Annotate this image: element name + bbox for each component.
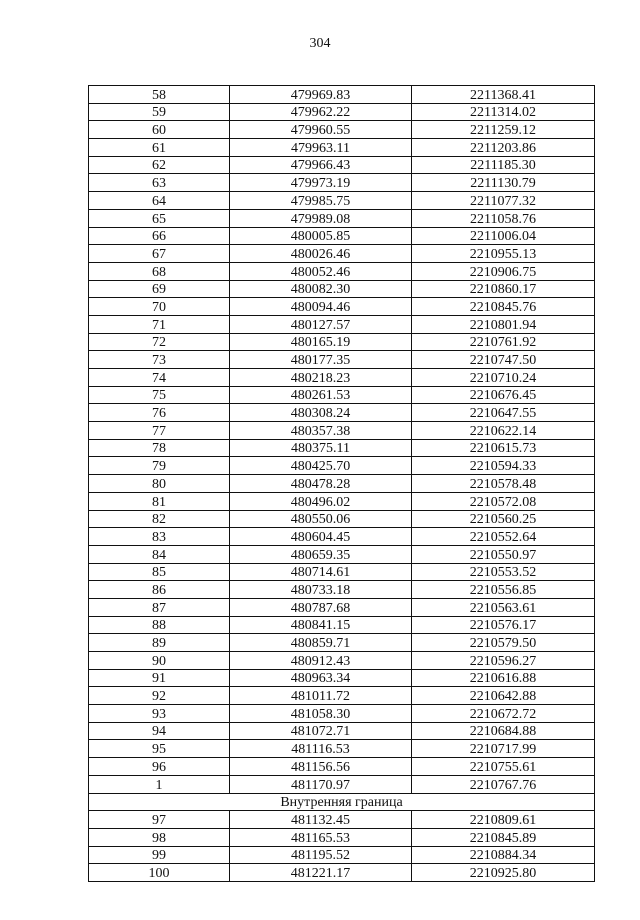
section-title: Внутренняя граница bbox=[89, 793, 595, 811]
y-coordinate-cell: 2211203.86 bbox=[412, 139, 595, 157]
point-number-cell: 67 bbox=[89, 245, 230, 263]
table-row bbox=[89, 687, 595, 705]
table-row bbox=[89, 369, 595, 387]
y-coordinate-cell: 2210884.34 bbox=[412, 846, 595, 864]
x-coordinate-cell: 479985.75 bbox=[230, 192, 412, 210]
y-coordinate-cell: 2210809.61 bbox=[412, 811, 595, 829]
y-coordinate-cell: 2210616.88 bbox=[412, 669, 595, 687]
point-number-cell: 93 bbox=[89, 705, 230, 723]
x-coordinate-cell: 480052.46 bbox=[230, 262, 412, 280]
table-row bbox=[89, 227, 595, 245]
y-coordinate-cell: 2210676.45 bbox=[412, 386, 595, 404]
y-coordinate-cell: 2210552.64 bbox=[412, 528, 595, 546]
table-row bbox=[89, 439, 595, 457]
table-row bbox=[89, 864, 595, 882]
y-coordinate-cell: 2210556.85 bbox=[412, 581, 595, 599]
y-coordinate-cell: 2211130.79 bbox=[412, 174, 595, 192]
x-coordinate-cell: 480604.45 bbox=[230, 528, 412, 546]
table-row bbox=[89, 422, 595, 440]
table-row bbox=[89, 828, 595, 846]
point-number-cell: 96 bbox=[89, 758, 230, 776]
point-number-cell: 70 bbox=[89, 298, 230, 316]
y-coordinate-cell: 2211077.32 bbox=[412, 192, 595, 210]
y-coordinate-cell: 2210596.27 bbox=[412, 652, 595, 670]
point-number-cell: 71 bbox=[89, 315, 230, 333]
x-coordinate-cell: 480714.61 bbox=[230, 563, 412, 581]
y-coordinate-cell: 2210955.13 bbox=[412, 245, 595, 263]
point-number-cell: 81 bbox=[89, 492, 230, 510]
y-coordinate-cell: 2210906.75 bbox=[412, 262, 595, 280]
y-coordinate-cell: 2210576.17 bbox=[412, 616, 595, 634]
x-coordinate-cell: 480425.70 bbox=[230, 457, 412, 475]
y-coordinate-cell: 2210925.80 bbox=[412, 864, 595, 882]
table-row bbox=[89, 298, 595, 316]
section-row bbox=[89, 793, 595, 811]
y-coordinate-cell: 2210717.99 bbox=[412, 740, 595, 758]
y-coordinate-cell: 2210622.14 bbox=[412, 422, 595, 440]
x-coordinate-cell: 481156.56 bbox=[230, 758, 412, 776]
y-coordinate-cell: 2210860.17 bbox=[412, 280, 595, 298]
y-coordinate-cell: 2210642.88 bbox=[412, 687, 595, 705]
x-coordinate-cell: 481170.97 bbox=[230, 775, 412, 793]
coordinates-table-body bbox=[89, 86, 595, 882]
table-row bbox=[89, 262, 595, 280]
table-row bbox=[89, 386, 595, 404]
y-coordinate-cell: 2210594.33 bbox=[412, 457, 595, 475]
x-coordinate-cell: 480659.35 bbox=[230, 545, 412, 563]
table-row bbox=[89, 351, 595, 369]
point-number-cell: 83 bbox=[89, 528, 230, 546]
table-row bbox=[89, 121, 595, 139]
x-coordinate-cell: 481221.17 bbox=[230, 864, 412, 882]
x-coordinate-cell: 481011.72 bbox=[230, 687, 412, 705]
y-coordinate-cell: 2211058.76 bbox=[412, 209, 595, 227]
x-coordinate-cell: 480550.06 bbox=[230, 510, 412, 528]
point-number-cell: 65 bbox=[89, 209, 230, 227]
x-coordinate-cell: 481132.45 bbox=[230, 811, 412, 829]
table-row bbox=[89, 775, 595, 793]
table-row bbox=[89, 846, 595, 864]
y-coordinate-cell: 2210550.97 bbox=[412, 545, 595, 563]
point-number-cell: 84 bbox=[89, 545, 230, 563]
point-number-cell: 82 bbox=[89, 510, 230, 528]
y-coordinate-cell: 2211368.41 bbox=[412, 86, 595, 104]
y-coordinate-cell: 2210572.08 bbox=[412, 492, 595, 510]
table-row bbox=[89, 139, 595, 157]
y-coordinate-cell: 2210615.73 bbox=[412, 439, 595, 457]
point-number-cell: 61 bbox=[89, 139, 230, 157]
point-number-cell: 94 bbox=[89, 722, 230, 740]
table-row bbox=[89, 740, 595, 758]
y-coordinate-cell: 2210560.25 bbox=[412, 510, 595, 528]
x-coordinate-cell: 480165.19 bbox=[230, 333, 412, 351]
x-coordinate-cell: 479966.43 bbox=[230, 156, 412, 174]
table-row bbox=[89, 634, 595, 652]
x-coordinate-cell: 479973.19 bbox=[230, 174, 412, 192]
y-coordinate-cell: 2210579.50 bbox=[412, 634, 595, 652]
table-row bbox=[89, 598, 595, 616]
table-row bbox=[89, 156, 595, 174]
point-number-cell: 97 bbox=[89, 811, 230, 829]
point-number-cell: 1 bbox=[89, 775, 230, 793]
x-coordinate-cell: 480308.24 bbox=[230, 404, 412, 422]
point-number-cell: 58 bbox=[89, 86, 230, 104]
point-number-cell: 72 bbox=[89, 333, 230, 351]
x-coordinate-cell: 480218.23 bbox=[230, 369, 412, 387]
point-number-cell: 90 bbox=[89, 652, 230, 670]
point-number-cell: 69 bbox=[89, 280, 230, 298]
y-coordinate-cell: 2210563.61 bbox=[412, 598, 595, 616]
point-number-cell: 68 bbox=[89, 262, 230, 280]
x-coordinate-cell: 479960.55 bbox=[230, 121, 412, 139]
point-number-cell: 88 bbox=[89, 616, 230, 634]
point-number-cell: 59 bbox=[89, 103, 230, 121]
point-number-cell: 62 bbox=[89, 156, 230, 174]
x-coordinate-cell: 480963.34 bbox=[230, 669, 412, 687]
x-coordinate-cell: 480026.46 bbox=[230, 245, 412, 263]
point-number-cell: 91 bbox=[89, 669, 230, 687]
y-coordinate-cell: 2210710.24 bbox=[412, 369, 595, 387]
table-row bbox=[89, 404, 595, 422]
table-row bbox=[89, 86, 595, 104]
point-number-cell: 79 bbox=[89, 457, 230, 475]
x-coordinate-cell: 479963.11 bbox=[230, 139, 412, 157]
table-row bbox=[89, 705, 595, 723]
x-coordinate-cell: 479969.83 bbox=[230, 86, 412, 104]
x-coordinate-cell: 481165.53 bbox=[230, 828, 412, 846]
y-coordinate-cell: 2210761.92 bbox=[412, 333, 595, 351]
point-number-cell: 87 bbox=[89, 598, 230, 616]
x-coordinate-cell: 480357.38 bbox=[230, 422, 412, 440]
table-row bbox=[89, 758, 595, 776]
table-row bbox=[89, 174, 595, 192]
table-row bbox=[89, 652, 595, 670]
x-coordinate-cell: 480859.71 bbox=[230, 634, 412, 652]
point-number-cell: 76 bbox=[89, 404, 230, 422]
x-coordinate-cell: 480841.15 bbox=[230, 616, 412, 634]
x-coordinate-cell: 480912.43 bbox=[230, 652, 412, 670]
x-coordinate-cell: 480082.30 bbox=[230, 280, 412, 298]
y-coordinate-cell: 2210747.50 bbox=[412, 351, 595, 369]
y-coordinate-cell: 2210553.52 bbox=[412, 563, 595, 581]
x-coordinate-cell: 479989.08 bbox=[230, 209, 412, 227]
x-coordinate-cell: 480375.11 bbox=[230, 439, 412, 457]
point-number-cell: 63 bbox=[89, 174, 230, 192]
y-coordinate-cell: 2210578.48 bbox=[412, 475, 595, 493]
x-coordinate-cell: 480733.18 bbox=[230, 581, 412, 599]
point-number-cell: 100 bbox=[89, 864, 230, 882]
x-coordinate-cell: 480787.68 bbox=[230, 598, 412, 616]
point-number-cell: 89 bbox=[89, 634, 230, 652]
table-row bbox=[89, 192, 595, 210]
point-number-cell: 99 bbox=[89, 846, 230, 864]
table-row bbox=[89, 209, 595, 227]
x-coordinate-cell: 480261.53 bbox=[230, 386, 412, 404]
x-coordinate-cell: 481116.53 bbox=[230, 740, 412, 758]
table-row bbox=[89, 103, 595, 121]
point-number-cell: 92 bbox=[89, 687, 230, 705]
point-number-cell: 74 bbox=[89, 369, 230, 387]
x-coordinate-cell: 480127.57 bbox=[230, 315, 412, 333]
y-coordinate-cell: 2210684.88 bbox=[412, 722, 595, 740]
x-coordinate-cell: 480094.46 bbox=[230, 298, 412, 316]
y-coordinate-cell: 2210845.89 bbox=[412, 828, 595, 846]
y-coordinate-cell: 2210672.72 bbox=[412, 705, 595, 723]
x-coordinate-cell: 481058.30 bbox=[230, 705, 412, 723]
y-coordinate-cell: 2210647.55 bbox=[412, 404, 595, 422]
table-row bbox=[89, 722, 595, 740]
x-coordinate-cell: 480478.28 bbox=[230, 475, 412, 493]
table-row bbox=[89, 669, 595, 687]
table-row bbox=[89, 333, 595, 351]
x-coordinate-cell: 479962.22 bbox=[230, 103, 412, 121]
table-row bbox=[89, 563, 595, 581]
table-row bbox=[89, 315, 595, 333]
y-coordinate-cell: 2210767.76 bbox=[412, 775, 595, 793]
point-number-cell: 98 bbox=[89, 828, 230, 846]
point-number-cell: 75 bbox=[89, 386, 230, 404]
x-coordinate-cell: 481195.52 bbox=[230, 846, 412, 864]
point-number-cell: 78 bbox=[89, 439, 230, 457]
y-coordinate-cell: 2210801.94 bbox=[412, 315, 595, 333]
page-number: 304 bbox=[309, 36, 331, 51]
y-coordinate-cell: 2211006.04 bbox=[412, 227, 595, 245]
point-number-cell: 66 bbox=[89, 227, 230, 245]
point-number-cell: 77 bbox=[89, 422, 230, 440]
point-number-cell: 95 bbox=[89, 740, 230, 758]
x-coordinate-cell: 480005.85 bbox=[230, 227, 412, 245]
table-row bbox=[89, 811, 595, 829]
table-row bbox=[89, 528, 595, 546]
y-coordinate-cell: 2210845.76 bbox=[412, 298, 595, 316]
point-number-cell: 60 bbox=[89, 121, 230, 139]
y-coordinate-cell: 2211259.12 bbox=[412, 121, 595, 139]
x-coordinate-cell: 481072.71 bbox=[230, 722, 412, 740]
point-number-cell: 86 bbox=[89, 581, 230, 599]
table-row bbox=[89, 492, 595, 510]
x-coordinate-cell: 480496.02 bbox=[230, 492, 412, 510]
table-row bbox=[89, 457, 595, 475]
y-coordinate-cell: 2211185.30 bbox=[412, 156, 595, 174]
y-coordinate-cell: 2211314.02 bbox=[412, 103, 595, 121]
point-number-cell: 80 bbox=[89, 475, 230, 493]
point-number-cell: 73 bbox=[89, 351, 230, 369]
y-coordinate-cell: 2210755.61 bbox=[412, 758, 595, 776]
table-row bbox=[89, 581, 595, 599]
x-coordinate-cell: 480177.35 bbox=[230, 351, 412, 369]
table-row bbox=[89, 475, 595, 493]
coordinates-table bbox=[88, 85, 595, 882]
table-row bbox=[89, 245, 595, 263]
table-row bbox=[89, 510, 595, 528]
table-row bbox=[89, 545, 595, 563]
table-row bbox=[89, 280, 595, 298]
table-row bbox=[89, 616, 595, 634]
point-number-cell: 64 bbox=[89, 192, 230, 210]
point-number-cell: 85 bbox=[89, 563, 230, 581]
